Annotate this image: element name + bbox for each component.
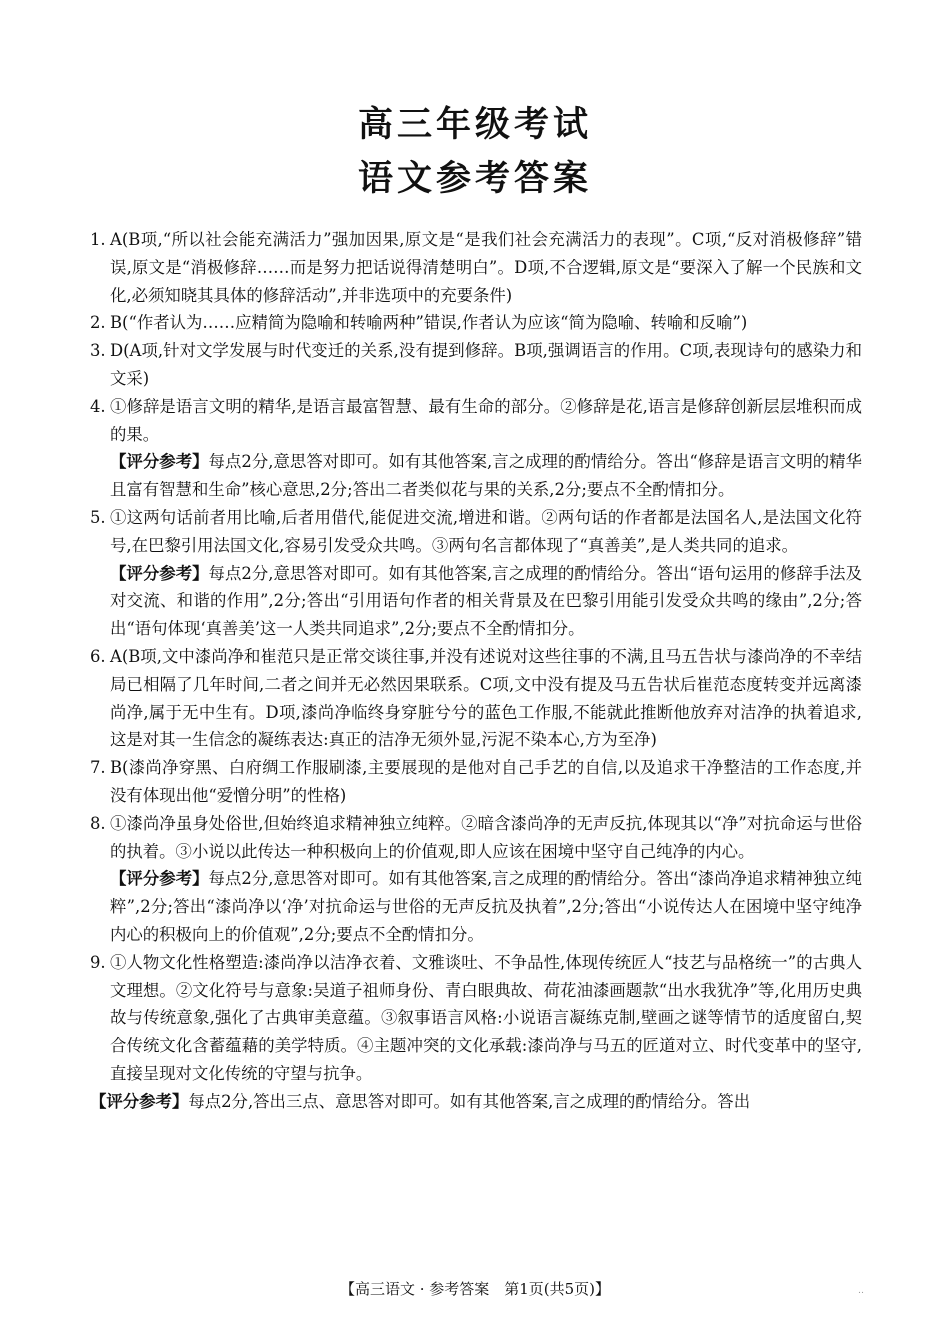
answer-text: ①漆尚净虽身处俗世,但始终追求精神独立纯粹。②暗含漆尚净的无声反抗,体现其以“净”对抗命运与世俗的执着。③小说以此传达一种积极向上的价值观,即人应该在困境中坚守自己纯净的内心。: [110, 813, 862, 861]
answer-text: ①人物文化性格塑造:漆尚净以洁净衣着、文雅谈吐、不争品性,体现传统匠人“技艺与品格统一”的古典人文理想。②文化符号与意象:吴道子祖师身份、青白眼典故、荷花油漆画题款“出水我犹净”等,化用历史典故与传统意象,强化了古典审美意蕴。③叙事语言风格:小说语言凝练克制,壁画之谜等情节的适度留白,契合传统文化含蓄蕴藉的美学特质。④主题冲突的文化承载:漆尚净与马五的匠道对立、时代变革中的坚守,直接呈现对文化传统的守望与抗争。: [110, 952, 862, 1083]
answer-text: A(B项,文中漆尚净和崔范只是正常交谈往事,并没有述说对这些往事的不满,且马五告状与漆尚净的不幸结局已相隔了几年时间,二者之间并无必然因果联系。C项,文中没有提及马五告状后崔范态度转变并远离漆尚净,属于无中生有。D项,漆尚净临终身穿脏兮兮的蓝色工作服,不能就此推断他放弃对洁净的执着追求,这是对其一生信念的凝练表达:真正的洁净无须外显,污泥不染本心,方为至净): [110, 646, 862, 750]
answer-text: D(A项,针对文学发展与时代变迁的关系,没有提到修辞。B项,强调语言的作用。C项,表现诗句的感染力和文采): [110, 341, 862, 388]
scoring-note: [90, 1088, 862, 1116]
answer-text: A(B项,“所以社会能充满活力”强加因果,原文是“是我们社会充满活力的表现”。C项,“反对消极修辞”错误,原文是“消极修辞……而是努力把话说得清楚明白”。D项,不合逻辑,原文是“要深入了解一个民族和文化,必须知晓其具体的修辞活动”,并非选项中的充要条件): [110, 230, 862, 305]
scoring-text: 每点2分,意思答对即可。如有其他答案,言之成理的酌情给分。答出“修辞是语言文明的精华且富有智慧和生命”核心意思,2分;答出二者类似花与果的关系,2分;要点不全酌情扣分。: [110, 452, 862, 500]
scoring-label: 【评分参考】: [90, 1091, 189, 1111]
answer-item: [90, 754, 862, 810]
question-number: 2.: [90, 313, 106, 333]
answer-item: [90, 337, 862, 393]
scoring-note: [90, 865, 862, 948]
answer-text: ①修辞是语言文明的精华,是语言最富智慧、最有生命的部分。②修辞是花,语言是修辞创新层层堆积而成的果。: [110, 396, 862, 444]
question-number: 5.: [90, 507, 106, 527]
answer-item: [90, 309, 862, 337]
answer-item: [90, 393, 862, 449]
page-title: 高三年级考试: [357, 105, 592, 145]
scoring-text: 每点2分,意思答对即可。如有其他答案,言之成理的酌情给分。答出“漆尚净追求精神独立纯粹”,2分;答出“漆尚净以‘净’对抗命运与世俗的无声反抗及执着”,2分;答出“小说传达人在困境中坚守纯净内心的积极向上的价值观”,2分;要点不全酌情扣分。: [110, 869, 862, 944]
answer-text: ①这两句话前者用比喻,后者用借代,能促进交流,增进和谐。②两句话的作者都是法国名人,是法国文化符号,在巴黎引用法国文化,容易引发受众共鸣。③两句名言都体现了“真善美”,是人类共同的追求。: [110, 507, 862, 555]
answer-item: [90, 949, 862, 1088]
answer-text: B(“作者认为……应精简为隐喻和转喻两种”错误,作者认为应该“简为隐喻、转喻和反喻”): [110, 313, 748, 333]
corner-mark: ‥: [857, 1286, 864, 1296]
answer-list: [90, 226, 862, 1116]
page-subtitle: 语文参考答案: [357, 159, 592, 199]
question-number: 9.: [90, 952, 106, 972]
scoring-label: 【评分参考】: [110, 869, 209, 889]
page-footer: 【高三语文 · 参考答案 第1页(共5页)】: [339, 1280, 611, 1298]
answer-item: [90, 810, 862, 866]
scoring-label: 【评分参考】: [110, 452, 209, 472]
scoring-note: [90, 560, 862, 643]
scoring-note: [90, 448, 862, 504]
scoring-label: 【评分参考】: [110, 563, 209, 583]
question-number: 1.: [90, 230, 106, 249]
question-number: 6.: [90, 646, 106, 666]
answer-item: [90, 226, 862, 309]
question-number: 3.: [90, 341, 106, 361]
question-number: 4.: [90, 396, 106, 416]
scoring-text: 每点2分,答出三点、意思答对即可。如有其他答案,言之成理的酌情给分。答出: [188, 1091, 751, 1111]
question-number: 7.: [90, 758, 106, 778]
scoring-text: 每点2分,意思答对即可。如有其他答案,言之成理的酌情给分。答出“语句运用的修辞手法及对交流、和谐的作用”,2分;答出“引用语句作者的相关背景及在巴黎引用能引发受众共鸣的缘由”,2分;答出“语句体现‘真善美’这一人类共同追求”,2分;要点不全酌情扣分。: [110, 563, 862, 639]
answer-text: B(漆尚净穿黑、白府绸工作服刷漆,主要展现的是他对自己手艺的自信,以及追求干净整洁的工作态度,并没有体现出他“爱憎分明”的性格): [110, 758, 862, 805]
answer-item: [90, 643, 862, 754]
question-number: 8.: [90, 813, 106, 833]
answer-item: [90, 504, 862, 560]
